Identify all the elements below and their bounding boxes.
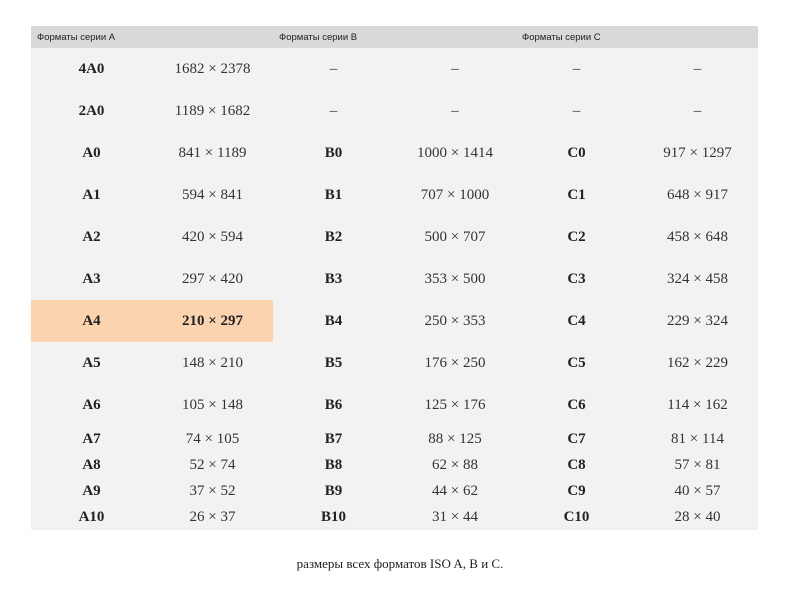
table-row <box>31 90 758 132</box>
a-format-size: 1682 × 2378 <box>174 60 251 77</box>
table-row <box>31 342 758 384</box>
c-format-size: – <box>693 102 702 119</box>
c-format-size: 81 × 114 <box>671 430 724 447</box>
b-format-size: 1000 × 1414 <box>417 144 493 161</box>
c-format-label: – <box>572 102 581 119</box>
table-header-row <box>31 26 758 48</box>
c-format-size: 917 × 1297 <box>663 144 732 161</box>
header-series-b: Форматы серии B <box>279 31 358 43</box>
b-format-size: 62 × 88 <box>432 456 478 473</box>
b-format-label: B5 <box>324 354 343 371</box>
a-format-size: 52 × 74 <box>189 456 236 473</box>
table-row <box>31 258 758 300</box>
c-format-size: 114 × 162 <box>667 396 728 413</box>
b-format-size: – <box>451 60 459 77</box>
table-row <box>31 48 758 90</box>
c-format-label: C5 <box>567 354 586 371</box>
table-row <box>31 216 758 258</box>
b-format-label: B0 <box>324 144 343 161</box>
b-format-label: – <box>329 60 338 77</box>
b-format-size: 125 × 176 <box>424 396 486 413</box>
c-format-size: 162 × 229 <box>667 354 728 371</box>
a-format-size: 105 × 148 <box>182 396 243 413</box>
table-caption: размеры всех форматов ISO A, B и C. <box>296 556 504 571</box>
table-row <box>31 452 758 478</box>
a-format-size: 841 × 1189 <box>178 144 247 161</box>
a-format-label: A6 <box>82 396 101 413</box>
c-format-label: C4 <box>567 312 586 329</box>
a-format-label: A2 <box>82 228 101 245</box>
c-format-size: 458 × 648 <box>667 228 728 245</box>
a-format-size: 1189 × 1682 <box>174 102 251 119</box>
table-row <box>31 132 758 174</box>
b-format-label: B8 <box>324 456 343 473</box>
a-format-label: A7 <box>82 430 101 447</box>
table-row <box>31 504 758 530</box>
b-format-size: 176 × 250 <box>424 354 486 371</box>
a-format-label: A0 <box>82 144 101 161</box>
c-format-label: C2 <box>567 228 586 245</box>
c-format-label: C3 <box>567 270 586 287</box>
table-row <box>31 478 758 504</box>
c-format-size: 648 × 917 <box>667 186 728 203</box>
table-row <box>31 384 758 426</box>
a-format-size: 74 × 105 <box>185 430 240 447</box>
b-format-size: 707 × 1000 <box>420 186 490 203</box>
b-format-label: B7 <box>324 430 343 447</box>
c-format-label: C0 <box>567 144 586 161</box>
a-format-label: A9 <box>82 482 101 499</box>
a-format-size: 420 × 594 <box>182 228 243 245</box>
a-format-size: 26 × 37 <box>189 508 236 525</box>
c-format-label: C9 <box>567 482 586 499</box>
b-format-label: B3 <box>324 270 343 287</box>
b-format-size: 88 × 125 <box>428 430 482 447</box>
b-format-label: – <box>329 102 338 119</box>
a-format-label: 2A0 <box>78 102 105 119</box>
c-format-label: C1 <box>567 186 586 203</box>
iso-format-table-container <box>31 26 758 530</box>
iso-format-table <box>31 26 758 530</box>
table-row-highlighted <box>31 300 758 342</box>
header-series-c: Форматы серии C <box>522 31 601 43</box>
a-format-size: 37 × 52 <box>189 482 236 499</box>
a-format-label: A10 <box>78 508 105 525</box>
b-format-label: B9 <box>324 482 343 499</box>
b-format-size: 31 × 44 <box>432 508 478 525</box>
c-format-size: 229 × 324 <box>667 312 728 329</box>
c-format-size: – <box>693 60 702 77</box>
c-format-size: 28 × 40 <box>674 508 721 525</box>
b-format-label: B1 <box>324 186 343 203</box>
a-format-label: A8 <box>82 456 101 473</box>
b-format-size: 44 × 62 <box>432 482 478 499</box>
c-format-size: 324 × 458 <box>667 270 728 287</box>
a-format-label: A5 <box>82 354 101 371</box>
b-format-label: B6 <box>324 396 343 413</box>
header-series-a: Форматы серии A <box>37 31 116 43</box>
b-format-size: 250 × 353 <box>424 312 486 329</box>
b-format-size: 353 × 500 <box>424 270 486 287</box>
a4-format-label-highlighted: A4 <box>31 300 152 342</box>
b-format-size: – <box>451 102 459 119</box>
a-format-label: A1 <box>82 186 101 203</box>
c-format-label: C8 <box>567 456 586 473</box>
b-format-label: B4 <box>324 312 343 329</box>
c-format-label: C7 <box>567 430 586 447</box>
b-format-size: 500 × 707 <box>424 228 486 245</box>
table-row <box>31 174 758 216</box>
a-format-size: 297 × 420 <box>182 270 243 287</box>
c-format-label: C10 <box>563 508 590 525</box>
c-format-size: 57 × 81 <box>674 456 721 473</box>
a-format-label: 4A0 <box>78 60 105 77</box>
a4-format-size-highlighted: 210 × 297 <box>152 300 273 342</box>
c-format-size: 40 × 57 <box>674 482 721 499</box>
table-row <box>31 426 758 452</box>
a-format-label: A3 <box>82 270 101 287</box>
b-format-label: B10 <box>320 508 346 525</box>
b-format-label: B2 <box>324 228 343 245</box>
a-format-size: 148 × 210 <box>182 354 243 371</box>
a-format-size: 594 × 841 <box>182 186 243 203</box>
c-format-label: – <box>572 60 581 77</box>
c-format-label: C6 <box>567 396 586 413</box>
